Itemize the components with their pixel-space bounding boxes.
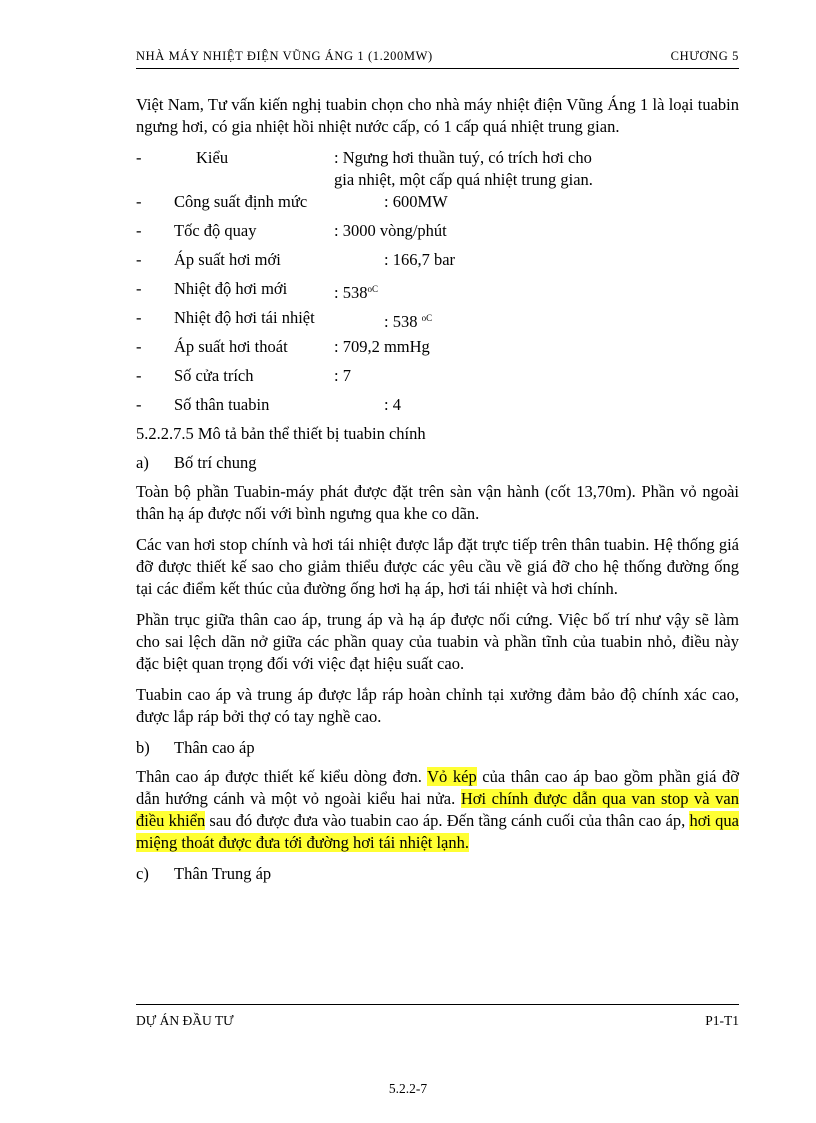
- spec-label: Số thân tuabin: [174, 395, 270, 414]
- spec-row-turbine-casings: [136, 394, 739, 423]
- highlighted-text: hơi qua miệng thoát được đưa tới đường hơi tái nhiệt lạnh.: [136, 811, 739, 852]
- spec-dash: -: [136, 221, 142, 240]
- subheading-letter: c): [136, 864, 149, 883]
- spec-dash: -: [136, 148, 142, 167]
- header-title: NHÀ MÁY NHIỆT ĐIỆN VŨNG ÁNG 1 (1.200MW): [136, 49, 433, 63]
- spec-label: Kiểu: [196, 148, 229, 167]
- spec-label: Tốc độ quay: [174, 221, 257, 240]
- subheading-b: [136, 737, 739, 766]
- spec-label: Áp suất hơi thoát: [174, 337, 288, 356]
- document-body: [136, 94, 739, 892]
- spec-row-exhaust-pressure: [136, 336, 739, 365]
- highlighted-text: Vỏ kép: [427, 767, 477, 786]
- subheading-letter: b): [136, 738, 150, 757]
- spec-value: [334, 278, 739, 304]
- degree-unit: oC: [367, 284, 378, 294]
- page-header: [136, 49, 739, 69]
- spec-dash: -: [136, 308, 142, 327]
- spec-value: : 709,2 mmHg: [334, 337, 430, 356]
- spec-row-extraction-ports: [136, 365, 739, 394]
- spec-value-line1: : Ngưng hơi thuần tuý, có trích hơi cho: [334, 148, 592, 167]
- spec-dash: -: [136, 250, 142, 269]
- intro-paragraph: Việt Nam, Tư vấn kiến nghị tuabin chọn cho nhà máy nhiệt điện Vũng Áng 1 là loại tuabin ngưng hơi, có gia nhiệt hồi nhiệt nước cấp, có 1 cấp quá nhiệt trung gian.: [136, 95, 739, 136]
- subheading-letter: a): [136, 453, 149, 472]
- text-run: sau đó được đưa vào tuabin cao áp. Đến tầng cánh cuối của thân cao áp,: [205, 811, 690, 830]
- page-number: 5.2.2-7: [388, 1081, 428, 1096]
- text-run: của thân cao áp bao gồm phần giá đỡ dẫn hướng cánh và một vỏ ngoài kiểu hai nửa.: [136, 767, 739, 808]
- spec-dash: -: [136, 395, 142, 414]
- spec-row-speed: [136, 220, 739, 249]
- spec-dash: -: [136, 192, 142, 211]
- subheading-a: [136, 452, 739, 481]
- spec-dash: -: [136, 337, 142, 356]
- spec-label: Số cửa trích: [174, 366, 254, 385]
- spec-row-rated-power: [136, 191, 739, 220]
- spec-dash: -: [136, 366, 142, 385]
- spec-row-main-steam-pressure: [136, 249, 739, 278]
- spec-value-number: : 538: [384, 312, 422, 331]
- spec-value: : 7: [334, 366, 351, 385]
- spec-label: Áp suất hơi mới: [174, 250, 281, 269]
- paragraph-rotor: Phần trục giữa thân cao áp, trung áp và hạ áp được nối cứng. Việc bố trí như vậy sẽ làm cho sai lệch dãn nở giữa các phần quay của tuabin và phần tĩnh của tuabin nhỏ, điều này đặc biệt quan trọng đối với việc đạt hiệu suất cao.: [136, 610, 739, 673]
- spec-value: : 600MW: [384, 192, 448, 211]
- degree-unit: oC: [421, 313, 433, 323]
- spec-value-number: : 538: [334, 283, 368, 302]
- paragraph-assembly: Tuabin cao áp và trung áp được lắp ráp hoàn chỉnh tại xưởng đảm bảo độ chính xác cao, được lắp ráp bởi thợ có tay nghề cao.: [136, 685, 739, 726]
- spec-value-line2: gia nhiệt, một cấp quá nhiệt trung gian.: [334, 170, 593, 189]
- header-chapter: CHƯƠNG 5: [670, 49, 739, 63]
- spec-dash: -: [136, 279, 142, 298]
- spec-row-reheat-temp: [136, 307, 739, 336]
- subheading-title: Bố trí chung: [174, 453, 257, 472]
- spec-label: Công suất định mức: [174, 192, 308, 211]
- footer-code: P1-T1: [705, 1013, 739, 1028]
- spec-value: [384, 307, 739, 333]
- spec-row-main-steam-temp: [136, 278, 739, 307]
- highlighted-text: Hơi chính được dẫn qua van stop và van điều khiển: [136, 789, 740, 830]
- footer-project: DỰ ÁN ĐẦU TƯ: [136, 1013, 234, 1028]
- spec-value: : 166,7 bar: [384, 250, 456, 269]
- spec-value: [334, 147, 739, 191]
- paragraph-valves: Các van hơi stop chính và hơi tái nhiệt được lắp đặt trực tiếp trên thân tuabin. Hệ thống giá đỡ được thiết kế sao cho giảm thiểu được các yêu cầu về giá đỡ cho hệ thống đường ống tại các điểm kết thúc của đường ống hơi hạ áp, hơi tái nhiệt và hơi chính.: [136, 535, 739, 598]
- text-run: Thân cao áp được thiết kế kiểu dòng đơn.: [136, 767, 428, 786]
- subheading-c: [136, 863, 739, 892]
- section-heading: 5.2.2.7.5 Mô tả bản thể thiết bị tuabin chính: [136, 424, 426, 443]
- spec-label: Nhiệt độ hơi mới: [174, 279, 288, 298]
- page-footer: [136, 1004, 739, 1029]
- subheading-title: Thân cao áp: [174, 738, 255, 757]
- spec-row-type: [136, 147, 739, 191]
- spec-value: : 4: [384, 395, 401, 414]
- paragraph-hp-casing: [136, 766, 739, 854]
- spec-value: : 3000 vòng/phút: [334, 221, 447, 240]
- spec-label: Nhiệt độ hơi tái nhiệt: [174, 308, 315, 327]
- subheading-title: Thân Trung áp: [174, 864, 272, 883]
- paragraph-layout: Toàn bộ phần Tuabin-máy phát được đặt trên sàn vận hành (cốt 13,70m). Phần vỏ ngoài thân hạ áp được nối với bình ngưng qua khe co dãn.: [136, 482, 739, 523]
